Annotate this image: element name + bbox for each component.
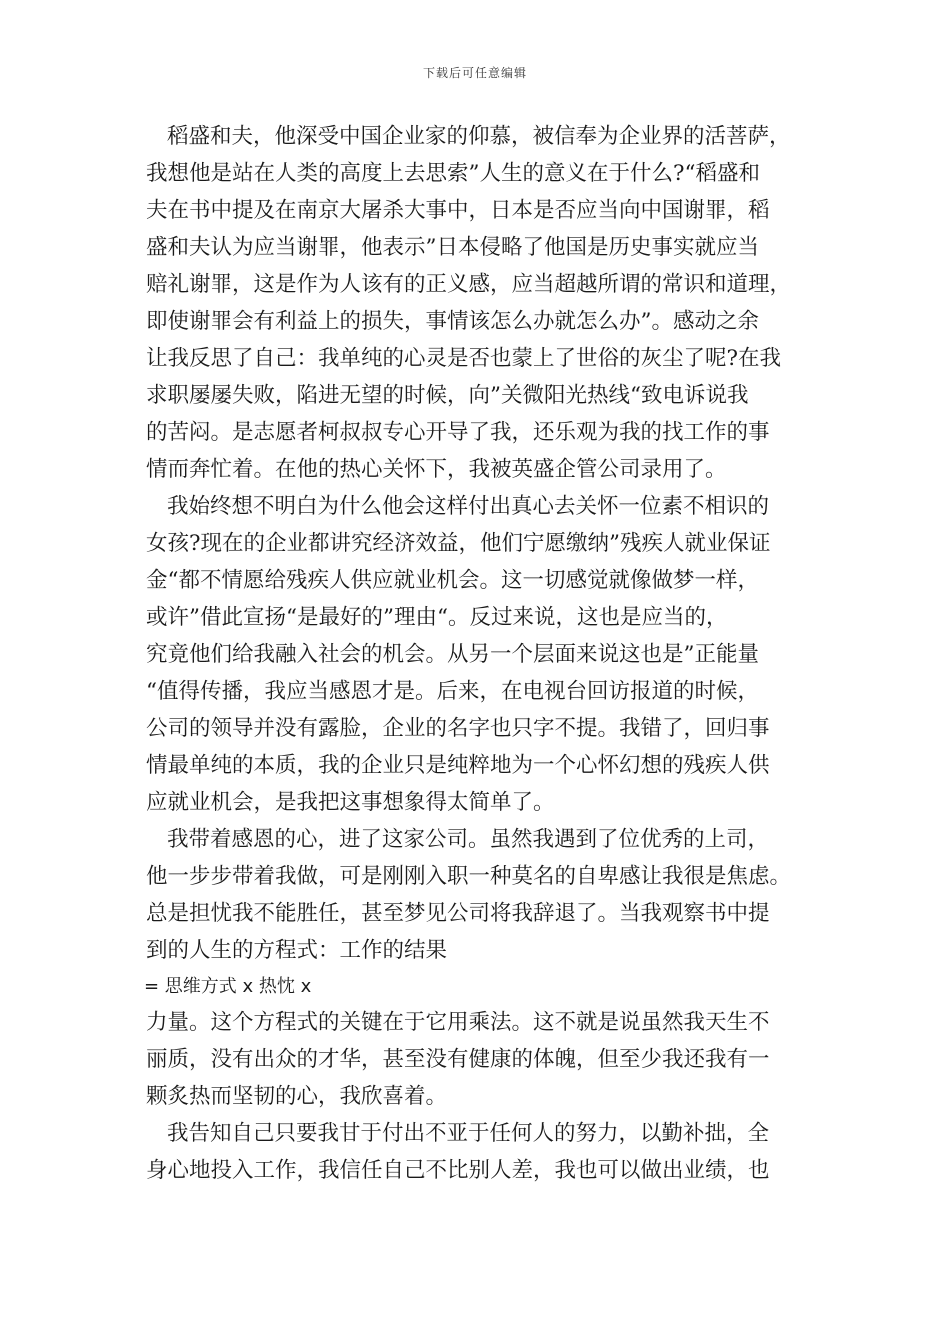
- text-line: 身心地投入工作，我信任自己不比别人差，我也可以做出业绩，也: [146, 1158, 770, 1183]
- text-line: 或许”借此宣扬“是最好的”理由“。反过来说，这也是应当的，: [146, 605, 728, 630]
- text-line: 究竟他们给我融入社会的机会。从另一个层面来说这也是”正能量: [146, 642, 759, 667]
- text-line: 让我反思了自己：我单纯的心灵是否也蒙上了世俗的灰尘了呢?在我: [146, 346, 782, 371]
- text-line: 我告知自己只要我甘于付出不亚于任何人的努力，以勤补拙，全: [167, 1121, 770, 1146]
- text-line: 我带着感恩的心，进了这家公司。虽然我遇到了位优秀的上司，: [167, 827, 770, 852]
- text-line: 夫在书中提及在南京大屠杀大事中，日本是否应当向中国谢罪，稻: [146, 198, 770, 223]
- document-body: [146, 118, 818, 1189]
- text-line: 情而奔忙着。在他的热心关怀下，我被英盛企管公司录用了。: [146, 457, 727, 482]
- text-line: 即使谢罪会有利益上的损失，事情该怎么办就怎么办”。感动之余: [146, 309, 759, 334]
- text-line: 的苦闷。是志愿者柯叔叔专心开导了我，还乐观为我的找工作的事: [146, 420, 770, 445]
- text-line: 赔礼谢罪，这是作为人该有的正义感，应当超越所谓的常识和道理，: [146, 272, 792, 297]
- text-line: “值得传播，我应当感恩才是。后来，在电视台回访报道的时候，: [146, 679, 759, 704]
- text-line: 情最单纯的本质，我的企业只是纯粹地为一个心怀幻想的残疾人供: [146, 753, 770, 778]
- text-line: 金“都不情愿给残疾人供应就业机会。这一切感觉就像做梦一样，: [146, 568, 759, 593]
- text-line: 我想他是站在人类的高度上去思索”人生的意义在于什么?“稻盛和: [146, 161, 761, 186]
- page-header: 下载后可任意编辑: [422, 66, 527, 80]
- text-line: 丽质，没有出众的才华，甚至没有健康的体魄，但至少我还我有一: [146, 1047, 770, 1072]
- text-line: 求职屡屡失败，陷进无望的时候，向”关微阳光热线“致电诉说我: [146, 383, 749, 408]
- text-line: 力量。这个方程式的关键在于它用乘法。这不就是说虽然我天生不: [146, 1010, 770, 1035]
- text-line: 总是担忧我不能胜任，甚至梦见公司将我辞退了。当我观察书中提: [146, 901, 770, 926]
- text-line: 稻盛和夫，他深受中国企业家的仰慕，被信奉为企业界的活菩萨，: [167, 124, 791, 149]
- text-line: 应就业机会，是我把这事想象得太简单了。: [146, 790, 555, 815]
- text-line: 他一步步带着我做，可是刚刚入职一种莫名的自卑感让我很是焦虑。: [146, 864, 792, 889]
- text-line: 女孩?现在的企业都讲究经济效益，他们宁愿缴纳”残疾人就业保证: [146, 531, 771, 556]
- text-line: 颗炙热而坚韧的心，我欣喜着。: [146, 1084, 448, 1109]
- formula-line: = 思维方式 x 热忱 x: [144, 976, 312, 997]
- text-line: 公司的领导并没有露脸，企业的名字也只字不提。我错了，回归事: [146, 716, 770, 741]
- text-line: 到的人生的方程式：工作的结果: [146, 938, 448, 963]
- text-line: 我始终想不明白为什么他会这样付出真心去关怀一位素不相识的: [167, 494, 770, 519]
- text-line: 盛和夫认为应当谢罪，他表示”日本侵略了他国是历史事实就应当: [146, 235, 759, 260]
